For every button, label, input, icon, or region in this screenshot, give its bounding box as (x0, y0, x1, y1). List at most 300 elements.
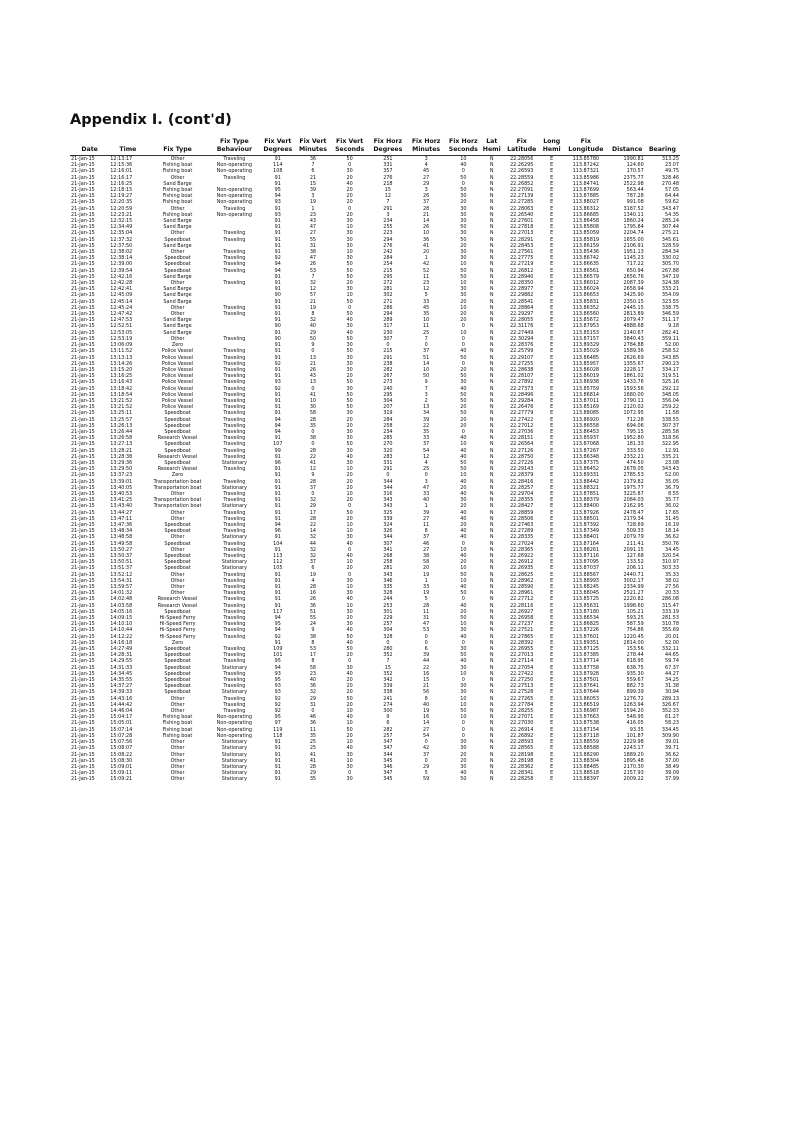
table-cell: 21-Jan-15 (71, 441, 95, 448)
table-cell: 22.28559 (510, 174, 534, 181)
table-cell: 113.87164 (572, 540, 600, 547)
table-cell: Hi-Speed Ferry (159, 633, 196, 640)
table-cell: Fishing boat (162, 199, 193, 206)
table-cell: 93 (274, 689, 281, 696)
table-cell: 58 (309, 410, 317, 417)
table-cell: 91 (274, 534, 281, 541)
table-cell: 113.87641 (572, 683, 600, 690)
table-cell: 22.28376 (510, 342, 534, 349)
table-cell: 32 (309, 689, 317, 696)
table-cell: E (550, 732, 554, 739)
table-cell: 15:05:01 (110, 720, 133, 727)
table-cell: Other (170, 745, 185, 752)
table-cell: 40 (460, 478, 467, 485)
table-cell: N (489, 304, 494, 311)
table-cell: 113.85672 (572, 317, 600, 324)
table-cell: E (550, 652, 554, 659)
table-cell: 311.17 (661, 317, 679, 324)
table-cell: 19 (423, 590, 430, 597)
table-cell: 34.25 (664, 677, 679, 684)
table-cell: 113.86519 (572, 701, 600, 708)
table-cell: 91 (274, 354, 281, 361)
table-cell: 13:52:12 (110, 571, 133, 578)
table-cell: Speedboat (164, 521, 191, 528)
table-cell: 8 (311, 311, 315, 318)
table-cell: 276 (383, 242, 393, 249)
table-cell: 0 (311, 428, 315, 435)
table-cell: N (489, 689, 494, 696)
table-cell: Traveling (223, 695, 246, 702)
table-cell: 587.59 (626, 621, 644, 628)
table-cell: 31.45 (664, 515, 679, 522)
table-cell: 27 (423, 726, 430, 733)
table-cell: 50 (460, 571, 467, 578)
table-cell: 21-Jan-15 (71, 751, 95, 758)
table-cell: Police Vessel (161, 373, 194, 380)
table-cell: Fishing boat (162, 187, 193, 194)
table-cell: 113.88027 (572, 199, 600, 206)
table-cell: 21-Jan-15 (71, 608, 95, 615)
table-cell: Other (170, 770, 185, 777)
table-cell: N (489, 348, 494, 355)
table-header-row (70, 137, 680, 156)
table-cell: 40 (423, 497, 430, 504)
table-cell: 113.87375 (572, 459, 600, 466)
table-cell: 113 (273, 553, 283, 559)
table-cell: 28 (309, 584, 317, 591)
table-cell: 20 (460, 366, 467, 373)
table-cell: E (550, 584, 554, 591)
table-cell: N (489, 447, 494, 454)
table-cell: 30 (346, 230, 353, 237)
table-cell: 113.87116 (572, 553, 600, 559)
table-cell: 31 (423, 615, 430, 622)
table-cell: 21-Jan-15 (71, 199, 95, 206)
table-cell: Traveling (223, 410, 246, 417)
table-cell: N (489, 168, 494, 175)
table-cell: 13:28:38 (110, 453, 133, 460)
table-cell: 40 (460, 534, 467, 541)
table-cell: 30 (460, 286, 467, 293)
table-cell: Traveling (223, 602, 246, 609)
table-cell: 258 (383, 559, 393, 566)
table-cell: 21-Jan-15 (71, 590, 95, 597)
table-cell: 0 (461, 596, 465, 603)
table-cell: 22.28593 (510, 739, 534, 746)
table-cell: Research Vessel (157, 453, 198, 460)
table-cell: E (550, 559, 554, 566)
table-cell: 91 (274, 404, 281, 411)
table-cell: 2084.03 (623, 497, 644, 504)
table-cell: 30 (460, 230, 467, 237)
table-cell: 91 (274, 577, 281, 584)
table-cell: 13:41:25 (110, 497, 133, 504)
table-cell: 2813.89 (623, 311, 644, 318)
table-cell: 91 (274, 280, 281, 287)
table-cell: 12 (309, 466, 317, 473)
table-cell: 55 (309, 615, 317, 622)
table-cell: 18.14 (664, 528, 679, 535)
table-cell: 21-Jan-15 (71, 732, 95, 739)
table-cell: E (550, 466, 554, 473)
table-cell: N (489, 670, 494, 677)
table-cell: 91 (274, 391, 281, 398)
table-cell: N (489, 646, 494, 653)
table-cell: 113.88442 (572, 478, 600, 485)
table-cell: 20 (346, 199, 353, 206)
table-cell: Non-operating (216, 162, 252, 169)
table-cell: 32 (309, 497, 317, 504)
table-cell: Traveling (223, 261, 246, 268)
table-cell: N (489, 633, 494, 640)
table-cell: Traveling (223, 683, 246, 690)
table-cell: 255 (383, 224, 393, 231)
table-cell: 113.86012 (572, 280, 600, 287)
table-cell: 91 (274, 596, 281, 603)
table-cell: 638.75 (626, 664, 644, 671)
column-header (541, 137, 562, 156)
table-cell: 13:54:31 (110, 577, 133, 584)
table-cell: 10 (460, 577, 467, 584)
table-cell: 13:16:25 (110, 373, 133, 380)
table-cell: 4888.68 (623, 323, 644, 330)
table-cell: 12:39:00 (110, 261, 133, 268)
table-cell: 22.27528 (510, 689, 534, 696)
table-cell: 38.49 (664, 763, 679, 770)
table-cell: Traveling (223, 584, 246, 591)
table-cell: 12:35:04 (110, 230, 133, 237)
table-cell: 15:08:30 (110, 757, 133, 764)
table-cell: 10 (346, 602, 353, 609)
table-cell: 787.28 (626, 193, 644, 200)
table-cell: 2440.71 (623, 571, 644, 578)
table-cell: 113.87644 (572, 689, 600, 696)
table-cell: 91 (274, 435, 281, 442)
table-cell: 92 (274, 633, 281, 640)
table-cell: 0 (311, 490, 315, 497)
column-header-line2: Degrees (263, 146, 293, 154)
table-cell: N (489, 280, 494, 287)
table-cell: E (550, 689, 554, 696)
table-cell: 91 (274, 770, 281, 777)
table-cell: 3 (311, 193, 315, 200)
table-cell: 40 (460, 162, 467, 169)
table-cell: 22.28496 (510, 391, 534, 398)
table-cell: Traveling (223, 397, 246, 404)
table-cell: 25 (423, 329, 430, 336)
table-cell: Speedboat (164, 646, 191, 653)
table-cell: 30 (346, 577, 353, 584)
table-cell: 113.88567 (572, 571, 600, 578)
table-cell: Stationary (221, 534, 248, 541)
table-cell: 40 (460, 435, 467, 442)
table-cell: 21-Jan-15 (71, 317, 95, 324)
table-cell: 50 (346, 335, 353, 342)
table-cell: Traveling (223, 701, 246, 708)
table-cell: 91 (274, 342, 281, 349)
table-cell: 21-Jan-15 (71, 559, 95, 566)
table-cell: 27 (309, 230, 317, 237)
table-cell: 37 (309, 484, 317, 491)
table-cell: Traveling (223, 515, 246, 522)
table-cell: 2079.47 (623, 317, 644, 324)
table-cell: 27 (423, 515, 430, 522)
table-cell: 12:42:16 (110, 273, 133, 280)
table-cell: 21-Jan-15 (71, 168, 95, 175)
table-cell: Speedboat (164, 664, 191, 671)
table-cell: 113.88304 (572, 757, 600, 764)
table-cell: N (489, 677, 494, 684)
table-cell: 113.87926 (572, 509, 600, 516)
table-cell: 21-Jan-15 (71, 286, 95, 293)
table-cell: 35 (309, 732, 317, 739)
table-cell: 694.06 (626, 422, 644, 429)
table-cell: 91 (274, 180, 281, 187)
table-cell: Stationary (221, 565, 248, 572)
table-cell: 40 (460, 385, 467, 392)
table-cell: 14:37:27 (110, 683, 133, 690)
table-cell: 91 (274, 286, 281, 293)
table-cell: 50 (460, 174, 467, 181)
table-cell: 21-Jan-15 (71, 490, 95, 497)
table-cell: 30 (346, 360, 353, 367)
table-cell: 338.75 (661, 304, 679, 311)
table-cell: 34.45 (664, 546, 679, 553)
table-cell: Traveling (223, 236, 246, 243)
table-cell: 41 (309, 751, 317, 758)
table-cell: 21-Jan-15 (71, 639, 95, 646)
table-cell: 26 (423, 224, 430, 231)
table-cell: 21-Jan-15 (71, 236, 95, 243)
table-cell: E (550, 577, 554, 584)
table-cell: 22.29704 (510, 490, 534, 497)
table-cell: N (489, 652, 494, 659)
table-cell: 4 (424, 459, 428, 466)
table-cell: 40 (460, 770, 467, 777)
table-cell: 15:07:56 (110, 739, 133, 746)
table-cell: E (550, 627, 554, 634)
table-cell: 13:16:43 (110, 379, 133, 386)
table-cell: Stationary (221, 503, 248, 510)
column-header-line2: Degrees (373, 146, 403, 154)
table-cell: Other (170, 230, 185, 237)
table-cell: 4 (424, 162, 428, 169)
table-cell: Fishing boat (162, 720, 193, 727)
table-cell: N (489, 701, 494, 708)
table-cell: 22.26892 (510, 732, 534, 739)
table-cell: E (550, 236, 554, 243)
table-cell: Traveling (223, 255, 246, 262)
table-cell: 50 (460, 466, 467, 473)
table-cell: 91 (274, 410, 281, 417)
table-cell: 0 (461, 168, 465, 175)
table-cell: 22.26927 (510, 608, 534, 615)
table-cell: E (550, 670, 554, 677)
table-cell: 21-Jan-15 (71, 739, 95, 746)
table-cell: Stationary (221, 459, 248, 466)
table-cell: 113.87601 (572, 633, 600, 640)
table-cell: 22.27036 (510, 428, 534, 435)
table-cell: N (489, 335, 494, 342)
table-cell: 50 (460, 373, 467, 380)
table-cell: Police Vessel (161, 385, 194, 392)
table-cell: 22.28257 (510, 484, 534, 491)
table-cell: 14:27:49 (110, 646, 133, 653)
table-cell: 10 (460, 621, 467, 628)
table-cell: 54.35 (664, 211, 679, 218)
table-cell: 14 (309, 528, 317, 535)
table-cell: 38.02 (664, 577, 679, 584)
table-cell: 30.94 (664, 689, 679, 696)
table-cell: 307.37 (661, 422, 679, 429)
table-cell: Sand Barge (163, 317, 192, 324)
table-cell: N (489, 342, 494, 349)
table-cell: 345 (383, 776, 393, 783)
table-cell: 15:09:11 (110, 770, 133, 777)
table-cell: 104 (273, 540, 283, 547)
table-cell: 13:48:58 (110, 534, 133, 541)
table-cell: 113.86534 (572, 615, 600, 622)
table-cell: N (489, 776, 494, 783)
table-cell: 31 (309, 701, 317, 708)
table-cell: 22.26476 (510, 404, 534, 411)
table-cell: 40 (309, 323, 317, 330)
table-cell: 21-Jan-15 (71, 664, 95, 671)
table-cell: 728.69 (626, 521, 644, 528)
table-cell: E (550, 211, 554, 218)
table-cell: 10 (460, 304, 467, 311)
table-cell: 15:08:22 (110, 751, 133, 758)
table-cell: Traveling (223, 280, 246, 287)
table-cell: 282 (383, 366, 393, 373)
table-cell: N (489, 428, 494, 435)
table-cell: 14:34:45 (110, 670, 133, 677)
table-cell: 10 (346, 292, 353, 299)
table-cell: 10 (460, 441, 467, 448)
table-cell: Other (170, 156, 185, 162)
table-cell: 57 (309, 292, 317, 299)
table-cell: Other (170, 751, 185, 758)
table-cell: 91 (274, 751, 281, 758)
table-cell: 30 (460, 646, 467, 653)
table-cell: 13:50:27 (110, 546, 133, 553)
table-cell: Speedboat (164, 553, 191, 559)
table-cell: 113.85725 (572, 596, 600, 603)
table-cell: 3 (424, 391, 428, 398)
table-cell: 46 (309, 714, 317, 721)
table-cell: 416.05 (626, 720, 644, 727)
table-cell: 50 (309, 335, 317, 342)
table-cell: 3 (424, 478, 428, 485)
table-cell: 40 (346, 627, 353, 634)
table-cell: 0 (386, 342, 390, 349)
table-cell: N (489, 416, 494, 423)
table-cell: 15:08:07 (110, 745, 133, 752)
table-cell: 13:27:13 (110, 441, 133, 448)
table-cell: N (489, 565, 494, 572)
column-header-line1: Fix Horz (449, 137, 478, 145)
table-cell: 15 (384, 187, 391, 194)
table-cell: Traveling (223, 267, 246, 274)
table-cell: 45 (423, 304, 430, 311)
table-cell: 21-Jan-15 (71, 385, 95, 392)
table-cell: Traveling (223, 478, 246, 485)
table-cell: 113.87758 (572, 664, 600, 671)
table-cell: 37 (423, 534, 430, 541)
table-cell: 96 (274, 528, 281, 535)
table-cell: 42 (423, 261, 430, 268)
table-cell: 14:10:44 (110, 627, 133, 634)
table-cell: 650.94 (626, 267, 644, 274)
table-cell: 10 (460, 695, 467, 702)
table-cell: E (550, 565, 554, 572)
table-cell: 267 (383, 373, 393, 380)
table-cell: 21-Jan-15 (71, 584, 95, 591)
table-cell: 12:20:59 (110, 205, 133, 212)
table-cell: 22.27024 (510, 540, 534, 547)
table-cell: N (489, 360, 494, 367)
table-cell: 44.27 (664, 670, 679, 677)
table-cell: 295 (383, 273, 393, 280)
table-cell: 13:26:13 (110, 422, 133, 429)
table-cell: 7 (424, 335, 428, 342)
table-cell: 2220.82 (623, 596, 644, 603)
table-cell: 50 (423, 373, 430, 380)
column-header (209, 137, 261, 156)
table-cell: 20 (346, 478, 353, 485)
table-cell: 294 (383, 236, 393, 243)
table-cell: E (550, 447, 554, 454)
table-cell: 37 (423, 199, 430, 206)
table-cell: Traveling (223, 453, 246, 460)
table-cell: 40 (346, 670, 353, 677)
table-cell: 1889.20 (623, 751, 644, 758)
table-cell: E (550, 441, 554, 448)
table-cell: Other (170, 515, 185, 522)
table-cell: 30 (460, 193, 467, 200)
table-cell: 46 (423, 540, 430, 547)
table-cell: Sand Barge (163, 224, 192, 231)
table-cell: 280 (383, 646, 393, 653)
table-cell: N (489, 602, 494, 609)
table-cell: 40 (460, 348, 467, 355)
table-cell: Traveling (223, 249, 246, 256)
table-cell: 1952.80 (623, 435, 644, 442)
table-cell: Traveling (223, 540, 246, 547)
table-cell: 113.85153 (572, 329, 600, 336)
table-cell: Traveling (223, 391, 246, 398)
table-cell: E (550, 757, 554, 764)
table-cell: 59.74 (664, 658, 679, 665)
table-cell: 92 (274, 701, 281, 708)
table-cell: 101 (273, 652, 283, 659)
table-cell: Traveling (223, 416, 246, 423)
table-cell: N (489, 397, 494, 404)
table-cell: Zero (171, 342, 184, 349)
table-cell: 0 (386, 472, 390, 479)
table-cell: 30 (460, 664, 467, 671)
table-cell: 14:28:31 (110, 652, 133, 659)
table-cell: 181.33 (626, 441, 644, 448)
table-cell: 21-Jan-15 (71, 292, 95, 299)
table-cell: 22.28392 (510, 639, 534, 646)
table-cell: 19 (309, 304, 317, 311)
table-cell: 58 (309, 664, 317, 671)
table-cell: 343.43 (661, 466, 679, 473)
table-cell: Transportation boat (153, 497, 202, 504)
table-cell: 95 (274, 658, 281, 665)
table-cell: 50 (346, 509, 353, 516)
